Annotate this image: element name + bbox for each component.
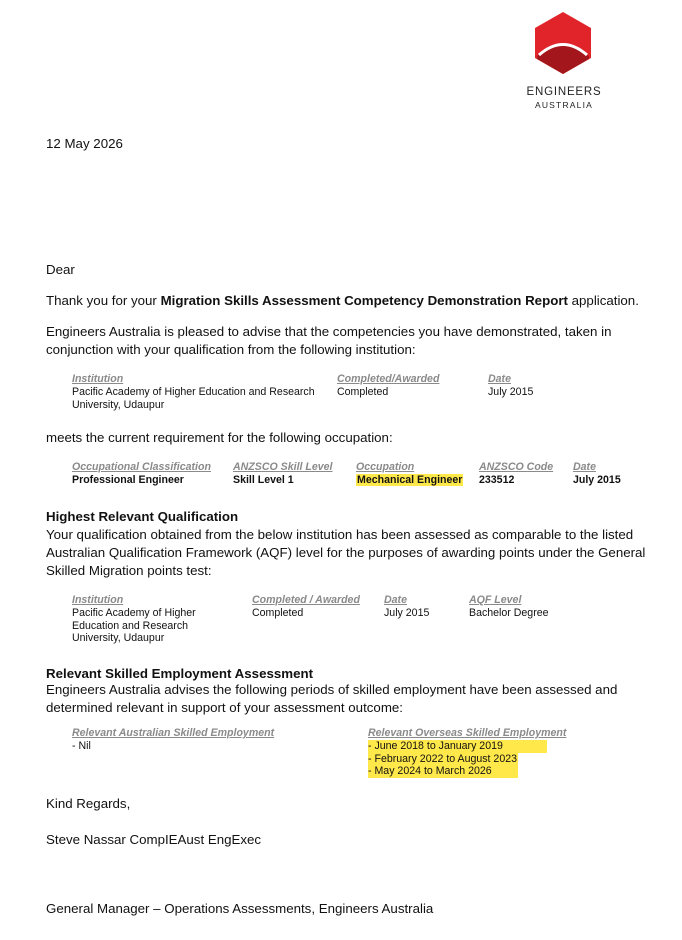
col-header-date: Date (573, 461, 596, 473)
advise-paragraph: Engineers Australia is pleased to advise that the competencies you have demonstrated, taken in conjunction with your qualification from the following institution: (46, 324, 612, 357)
overseas-employment-list (368, 740, 566, 778)
date-value: July 2015 (488, 386, 534, 398)
employment-period-highlight: - February 2022 to August 2023 (368, 752, 518, 765)
col-header-completed: Completed / Awarded (252, 594, 360, 606)
col-header-institution: Institution (72, 373, 124, 385)
employment-heading: Relevant Skilled Employment Assessment (46, 666, 314, 681)
col-header-australian-employment: Relevant Australian Skilled Employment (72, 727, 275, 739)
aqf-level-value: Bachelor Degree (469, 607, 549, 619)
col-header-aqf-level: AQF Level (469, 594, 522, 606)
list-item (368, 740, 566, 753)
meets-paragraph: meets the current requirement for the following occupation: (46, 430, 393, 445)
col-header-skill-level: ANZSCO Skill Level (233, 461, 333, 473)
classification-value: Professional Engineer (72, 474, 184, 486)
occupation-value (356, 474, 479, 487)
completed-value: Completed (337, 386, 389, 398)
qualification-heading: Highest Relevant Qualification (46, 509, 239, 524)
institution-table (72, 373, 533, 411)
employment-period-highlight: - June 2018 to January 2019 (368, 740, 547, 753)
logo-text-australia: AUSTRALIA (534, 100, 594, 110)
intro-text-post: application. (567, 293, 639, 308)
anzsco-code-value: 233512 (479, 474, 515, 486)
institution-name (72, 386, 337, 411)
signatory-name: Steve Nassar CompIEAust EngExec (46, 832, 262, 847)
intro-paragraph (46, 292, 666, 310)
greeting: Dear (46, 262, 75, 277)
intro-text-bold: Migration Skills Assessment Competency Demonstration Report (160, 293, 568, 308)
institution-line: Pacific Academy of Higher Education and Research (72, 386, 315, 398)
skill-level-value: Skill Level 1 (233, 474, 294, 486)
table-row (72, 740, 566, 778)
list-item: - Nil (72, 740, 91, 752)
col-header-date: Date (488, 373, 511, 385)
table-row (72, 607, 549, 645)
institution-line: University, Udaupur (72, 398, 165, 411)
intro-text-pre: Thank you for your (46, 293, 161, 308)
completed-value: Completed (252, 607, 304, 619)
logo-text-engineers: ENGINEERS (526, 86, 602, 98)
col-header-date: Date (384, 594, 407, 606)
employment-period-highlight: - May 2024 to March 2026 (368, 765, 518, 778)
col-header-overseas-employment: Relevant Overseas Skilled Employment (368, 727, 567, 739)
institution-line: Pacific Academy of Higher (72, 607, 196, 619)
signatory-title: General Manager – Operations Assessments, Engineers Australia (46, 901, 434, 916)
hexagon-logo-icon (532, 10, 594, 76)
australian-employment-list (72, 740, 368, 778)
qualification-paragraph: Your qualification obtained from the below institution has been assessed as comparable to the listed Australian Qualification Framework (AQF) level for the purposes of awarding points under the General Skilled Migration points test: (46, 527, 646, 578)
closing-regards: Kind Regards, (46, 796, 131, 811)
institution-line: Education and Research (72, 619, 189, 632)
institution-line: University, Udaupur (72, 632, 165, 645)
col-header-classification: Occupational Classification (72, 461, 211, 473)
employment-table (72, 727, 566, 778)
date-value: July 2015 (384, 607, 430, 619)
col-header-institution: Institution (72, 594, 124, 606)
occupation-table (72, 461, 621, 487)
col-header-completed: Completed/Awarded (337, 373, 440, 385)
engineers-australia-logo (518, 10, 610, 114)
col-header-anzsco-code: ANZSCO Code (479, 461, 554, 473)
institution-name (72, 607, 252, 645)
table-row (72, 474, 621, 487)
letter-date: 12 May 2026 (46, 136, 123, 151)
qualification-table (72, 594, 549, 645)
date-value: July 2015 (573, 474, 621, 486)
list-item (368, 753, 566, 766)
employment-paragraph: Engineers Australia advises the following periods of skilled employment have been assessed and determined relevant in support of your assessment outcome: (46, 682, 618, 715)
table-row (72, 386, 533, 411)
occupation-highlight: Mechanical Engineer (357, 474, 463, 486)
list-item (368, 765, 566, 778)
col-header-occupation: Occupation (356, 461, 415, 473)
